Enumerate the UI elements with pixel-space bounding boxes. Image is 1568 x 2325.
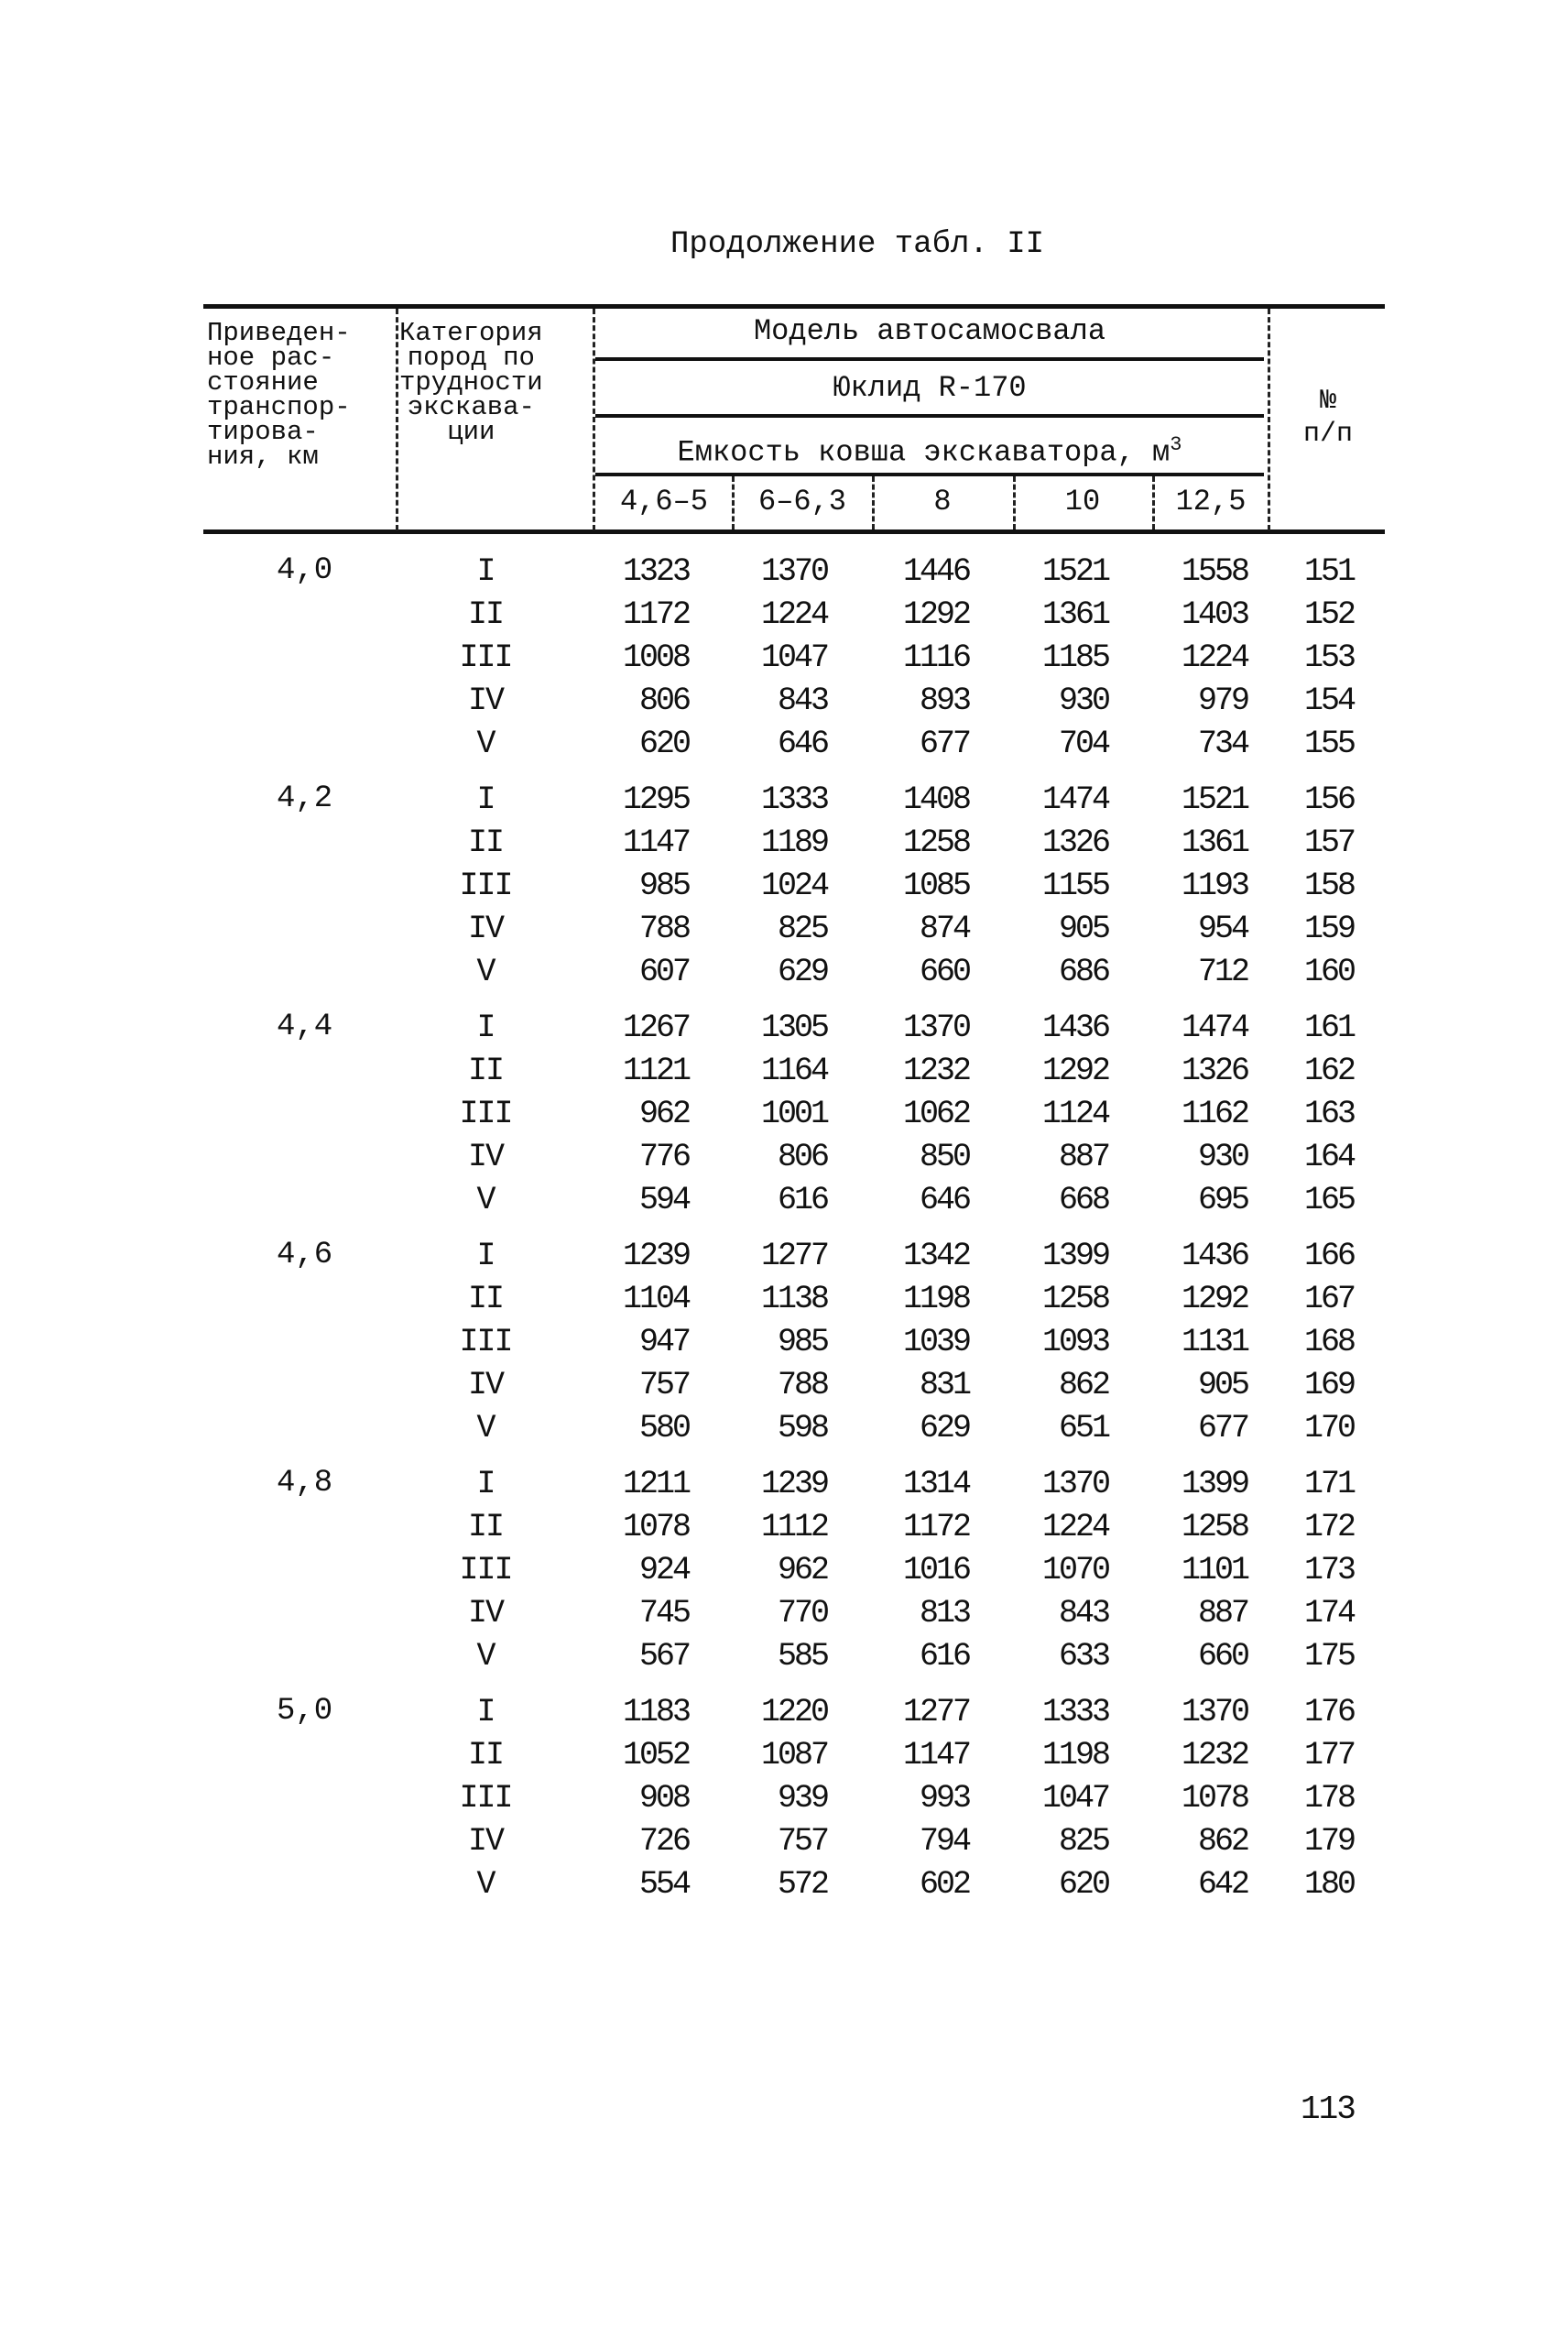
- capacity-header: 10: [1064, 485, 1101, 518]
- value-cell: 1267: [622, 1010, 689, 1046]
- capacity-label-text: Емкость ковша экскаватора, м: [677, 435, 1171, 470]
- value-cell: 1403: [1181, 596, 1247, 633]
- distance-value: 4,6: [277, 1238, 333, 1272]
- value-cell: 1052: [622, 1737, 689, 1774]
- value-cell: 985: [638, 868, 689, 904]
- value-cell: 1370: [1041, 1466, 1108, 1502]
- divider: [1013, 476, 1016, 529]
- value-cell: 1001: [760, 1096, 827, 1132]
- value-cell: 1333: [1041, 1694, 1108, 1730]
- value-cell: 620: [638, 726, 689, 762]
- value-cell: 924: [638, 1552, 689, 1588]
- distance-value: 4,4: [277, 1010, 333, 1044]
- row-number: 167: [1303, 1281, 1354, 1317]
- header-line: п/п: [1302, 419, 1353, 450]
- value-cell: 1326: [1041, 824, 1108, 861]
- row-number: 169: [1303, 1367, 1354, 1403]
- value-cell: 598: [777, 1410, 827, 1446]
- value-cell: 1124: [1041, 1096, 1108, 1132]
- value-cell: 1361: [1181, 824, 1247, 861]
- value-cell: 813: [919, 1595, 969, 1632]
- row-number: 168: [1303, 1324, 1354, 1360]
- value-cell: 726: [638, 1823, 689, 1860]
- divider: [872, 476, 875, 529]
- value-cell: 1220: [760, 1694, 827, 1730]
- value-cell: 1232: [902, 1053, 969, 1089]
- category-value: III: [459, 1096, 512, 1132]
- value-cell: 1305: [760, 1010, 827, 1046]
- category-value: IV: [467, 1139, 503, 1175]
- value-cell: 1047: [1041, 1780, 1108, 1817]
- value-cell: 1436: [1041, 1010, 1108, 1046]
- value-cell: 1277: [760, 1238, 827, 1274]
- value-cell: 1361: [1041, 596, 1108, 633]
- value-cell: 1172: [902, 1509, 969, 1545]
- value-cell: 1164: [760, 1053, 827, 1089]
- value-cell: 930: [1197, 1139, 1247, 1175]
- row-number: 157: [1303, 824, 1354, 861]
- model-rule: [595, 357, 1264, 361]
- value-cell: 1399: [1041, 1238, 1108, 1274]
- value-cell: 1224: [1041, 1509, 1108, 1545]
- capacity-header: 12,5: [1175, 485, 1247, 518]
- value-cell: 947: [638, 1324, 689, 1360]
- category-value: I: [476, 553, 495, 590]
- value-cell: 660: [919, 954, 969, 990]
- value-cell: 745: [638, 1595, 689, 1632]
- value-cell: 1047: [760, 639, 827, 676]
- header-line: трудности: [399, 367, 543, 398]
- category-value: II: [467, 824, 503, 861]
- value-cell: 585: [777, 1638, 827, 1675]
- value-cell: 646: [777, 726, 827, 762]
- category-value: V: [476, 1638, 495, 1675]
- category-value: II: [467, 1281, 503, 1317]
- value-cell: 677: [1197, 1410, 1247, 1446]
- value-cell: 831: [919, 1367, 969, 1403]
- category-value: IV: [467, 1823, 503, 1860]
- value-cell: 1112: [760, 1509, 827, 1545]
- value-cell: 668: [1058, 1182, 1108, 1218]
- divider: [732, 476, 735, 529]
- value-cell: 806: [638, 682, 689, 719]
- category-value: IV: [467, 1595, 503, 1632]
- value-cell: 893: [919, 682, 969, 719]
- category-value: I: [476, 1238, 495, 1274]
- row-number: 163: [1303, 1096, 1354, 1132]
- header-category: [399, 318, 543, 447]
- value-cell: 1314: [902, 1466, 969, 1502]
- row-number: 151: [1303, 553, 1354, 590]
- value-cell: 985: [777, 1324, 827, 1360]
- capacity-header: 6–6,3: [757, 485, 846, 518]
- capacity-header: 8: [933, 485, 952, 518]
- category-value: IV: [467, 911, 503, 947]
- value-cell: 734: [1197, 726, 1247, 762]
- value-cell: 1342: [902, 1238, 969, 1274]
- value-cell: 646: [919, 1182, 969, 1218]
- value-cell: 1155: [1041, 868, 1108, 904]
- value-cell: 629: [777, 954, 827, 990]
- value-cell: 874: [919, 911, 969, 947]
- value-cell: 908: [638, 1780, 689, 1817]
- category-value: II: [467, 1737, 503, 1774]
- value-cell: 1131: [1181, 1324, 1247, 1360]
- value-cell: 930: [1058, 682, 1108, 719]
- value-cell: 1239: [622, 1238, 689, 1274]
- header-line: транспор-: [207, 392, 351, 422]
- value-cell: 1399: [1181, 1466, 1247, 1502]
- value-cell: 580: [638, 1410, 689, 1446]
- value-cell: 825: [777, 911, 827, 947]
- value-cell: 1008: [622, 639, 689, 676]
- category-value: II: [467, 596, 503, 633]
- value-cell: 1295: [622, 781, 689, 818]
- category-value: I: [476, 781, 495, 818]
- value-cell: 1474: [1181, 1010, 1247, 1046]
- value-cell: 757: [638, 1367, 689, 1403]
- value-cell: 788: [777, 1367, 827, 1403]
- value-cell: 1162: [1181, 1096, 1247, 1132]
- value-cell: 1062: [902, 1096, 969, 1132]
- value-cell: 567: [638, 1638, 689, 1675]
- value-cell: 776: [638, 1139, 689, 1175]
- row-number: 158: [1303, 868, 1354, 904]
- value-cell: 1024: [760, 868, 827, 904]
- value-cell: 962: [638, 1096, 689, 1132]
- distance-value: 4,0: [277, 553, 333, 588]
- value-cell: 1558: [1181, 553, 1247, 590]
- value-cell: 1116: [902, 639, 969, 676]
- category-value: I: [476, 1010, 495, 1046]
- row-number: 155: [1303, 726, 1354, 762]
- value-cell: 1292: [1041, 1053, 1108, 1089]
- category-value: V: [476, 1182, 495, 1218]
- value-cell: 1093: [1041, 1324, 1108, 1360]
- header-line: экскава-: [407, 392, 535, 422]
- value-cell: 616: [777, 1182, 827, 1218]
- divider: [396, 309, 398, 530]
- row-number: 153: [1303, 639, 1354, 676]
- row-number: 177: [1303, 1737, 1354, 1774]
- value-cell: 633: [1058, 1638, 1108, 1675]
- value-cell: 1183: [622, 1694, 689, 1730]
- category-value: V: [476, 1410, 495, 1446]
- header-line: ции: [447, 417, 495, 447]
- category-value: III: [459, 868, 512, 904]
- row-number: 161: [1303, 1010, 1354, 1046]
- value-cell: 1258: [902, 824, 969, 861]
- header-line: Приведен-: [207, 318, 351, 348]
- row-number: 170: [1303, 1410, 1354, 1446]
- capacity-unit-sup: 3: [1170, 433, 1182, 456]
- value-cell: 1085: [902, 868, 969, 904]
- value-cell: 1198: [902, 1281, 969, 1317]
- value-cell: 1016: [902, 1552, 969, 1588]
- value-cell: 712: [1197, 954, 1247, 990]
- header-capacity-label: [595, 432, 1264, 470]
- value-cell: 1138: [760, 1281, 827, 1317]
- value-cell: 1198: [1041, 1737, 1108, 1774]
- table-top-rule: [203, 304, 1385, 309]
- value-cell: 1104: [622, 1281, 689, 1317]
- header-line: тирова-: [207, 417, 319, 447]
- value-cell: 607: [638, 954, 689, 990]
- value-cell: 993: [919, 1780, 969, 1817]
- value-cell: 1370: [902, 1010, 969, 1046]
- value-cell: 850: [919, 1139, 969, 1175]
- value-cell: 954: [1197, 911, 1247, 947]
- value-cell: 1292: [1181, 1281, 1247, 1317]
- category-value: V: [476, 726, 495, 762]
- value-cell: 1101: [1181, 1552, 1247, 1588]
- header-line: ное рас-: [207, 343, 335, 373]
- value-cell: 1087: [760, 1737, 827, 1774]
- value-cell: 806: [777, 1139, 827, 1175]
- header-line: стояние: [207, 367, 319, 398]
- category-value: IV: [467, 682, 503, 719]
- value-cell: 1147: [902, 1737, 969, 1774]
- capacity-header: 4,6–5: [619, 485, 708, 518]
- value-cell: 788: [638, 911, 689, 947]
- value-cell: 594: [638, 1182, 689, 1218]
- value-cell: 1078: [622, 1509, 689, 1545]
- value-cell: 905: [1197, 1367, 1247, 1403]
- value-cell: 677: [919, 726, 969, 762]
- value-cell: 616: [919, 1638, 969, 1675]
- row-number: 173: [1303, 1552, 1354, 1588]
- row-number: 172: [1303, 1509, 1354, 1545]
- header-line: №: [1319, 386, 1336, 417]
- header-number: [1273, 385, 1383, 451]
- row-number: 165: [1303, 1182, 1354, 1218]
- model-name-rule: [595, 414, 1264, 418]
- row-number: 175: [1303, 1638, 1354, 1675]
- value-cell: 1292: [902, 596, 969, 633]
- row-number: 164: [1303, 1139, 1354, 1175]
- value-cell: 704: [1058, 726, 1108, 762]
- distance-value: 5,0: [277, 1694, 333, 1729]
- value-cell: 1258: [1041, 1281, 1108, 1317]
- category-value: IV: [467, 1367, 503, 1403]
- value-cell: 660: [1197, 1638, 1247, 1675]
- category-value: V: [476, 954, 495, 990]
- value-cell: 1521: [1181, 781, 1247, 818]
- row-number: 176: [1303, 1694, 1354, 1730]
- value-cell: 757: [777, 1823, 827, 1860]
- capacity-rule: [595, 473, 1264, 476]
- value-cell: 1277: [902, 1694, 969, 1730]
- value-cell: 862: [1197, 1823, 1247, 1860]
- value-cell: 843: [777, 682, 827, 719]
- category-value: I: [476, 1466, 495, 1502]
- value-cell: 1078: [1181, 1780, 1247, 1817]
- header-line: ния, км: [207, 442, 319, 472]
- category-value: I: [476, 1694, 495, 1730]
- value-cell: 629: [919, 1410, 969, 1446]
- value-cell: 794: [919, 1823, 969, 1860]
- value-cell: 887: [1058, 1139, 1108, 1175]
- header-model-name: Юклид R-170: [833, 371, 1027, 405]
- row-number: 180: [1303, 1866, 1354, 1903]
- category-value: II: [467, 1509, 503, 1545]
- value-cell: 905: [1058, 911, 1108, 947]
- value-cell: 572: [777, 1866, 827, 1903]
- value-cell: 1323: [622, 553, 689, 590]
- page-number: 113: [1301, 2090, 1355, 2128]
- value-cell: 695: [1197, 1182, 1247, 1218]
- value-cell: 939: [777, 1780, 827, 1817]
- header-bottom-rule: [203, 529, 1385, 534]
- value-cell: 1211: [622, 1466, 689, 1502]
- value-cell: 887: [1197, 1595, 1247, 1632]
- value-cell: 1189: [760, 824, 827, 861]
- distance-value: 4,8: [277, 1466, 333, 1501]
- value-cell: 1474: [1041, 781, 1108, 818]
- value-cell: 1370: [760, 553, 827, 590]
- value-cell: 1370: [1181, 1694, 1247, 1730]
- header-line: пород по: [407, 343, 535, 373]
- value-cell: 1239: [760, 1466, 827, 1502]
- value-cell: 1121: [622, 1053, 689, 1089]
- distance-value: 4,2: [277, 781, 333, 816]
- value-cell: 962: [777, 1552, 827, 1588]
- value-cell: 1039: [902, 1324, 969, 1360]
- value-cell: 602: [919, 1866, 969, 1903]
- row-number: 162: [1303, 1053, 1354, 1089]
- category-value: III: [459, 639, 512, 676]
- value-cell: 1224: [1181, 639, 1247, 676]
- value-cell: 1147: [622, 824, 689, 861]
- value-cell: 825: [1058, 1823, 1108, 1860]
- value-cell: 1408: [902, 781, 969, 818]
- header-model-label: Модель автосамосвала: [753, 314, 1106, 348]
- header-line: Категория: [399, 318, 543, 348]
- row-number: 174: [1303, 1595, 1354, 1632]
- value-cell: 1185: [1041, 639, 1108, 676]
- category-value: III: [459, 1324, 512, 1360]
- value-cell: 1232: [1181, 1737, 1247, 1774]
- value-cell: 1436: [1181, 1238, 1247, 1274]
- row-number: 179: [1303, 1823, 1354, 1860]
- value-cell: 1224: [760, 596, 827, 633]
- row-number: 178: [1303, 1780, 1354, 1817]
- category-value: II: [467, 1053, 503, 1089]
- value-cell: 642: [1197, 1866, 1247, 1903]
- value-cell: 1521: [1041, 553, 1108, 590]
- value-cell: 620: [1058, 1866, 1108, 1903]
- value-cell: 770: [777, 1595, 827, 1632]
- row-number: 154: [1303, 682, 1354, 719]
- value-cell: 1070: [1041, 1552, 1108, 1588]
- value-cell: 1326: [1181, 1053, 1247, 1089]
- row-number: 152: [1303, 596, 1354, 633]
- table-caption: Продолжение табл. II: [670, 227, 1045, 262]
- value-cell: 979: [1197, 682, 1247, 719]
- value-cell: 862: [1058, 1367, 1108, 1403]
- row-number: 156: [1303, 781, 1354, 818]
- value-cell: 1258: [1181, 1509, 1247, 1545]
- header-distance: [207, 318, 351, 472]
- row-number: 166: [1303, 1238, 1354, 1274]
- value-cell: 1172: [622, 596, 689, 633]
- value-cell: 1446: [902, 553, 969, 590]
- value-cell: 554: [638, 1866, 689, 1903]
- row-number: 171: [1303, 1466, 1354, 1502]
- value-cell: 686: [1058, 954, 1108, 990]
- category-value: III: [459, 1552, 512, 1588]
- value-cell: 843: [1058, 1595, 1108, 1632]
- row-number: 160: [1303, 954, 1354, 990]
- category-value: V: [476, 1866, 495, 1903]
- value-cell: 651: [1058, 1410, 1108, 1446]
- row-number: 159: [1303, 911, 1354, 947]
- value-cell: 1333: [760, 781, 827, 818]
- category-value: III: [459, 1780, 512, 1817]
- value-cell: 1193: [1181, 868, 1247, 904]
